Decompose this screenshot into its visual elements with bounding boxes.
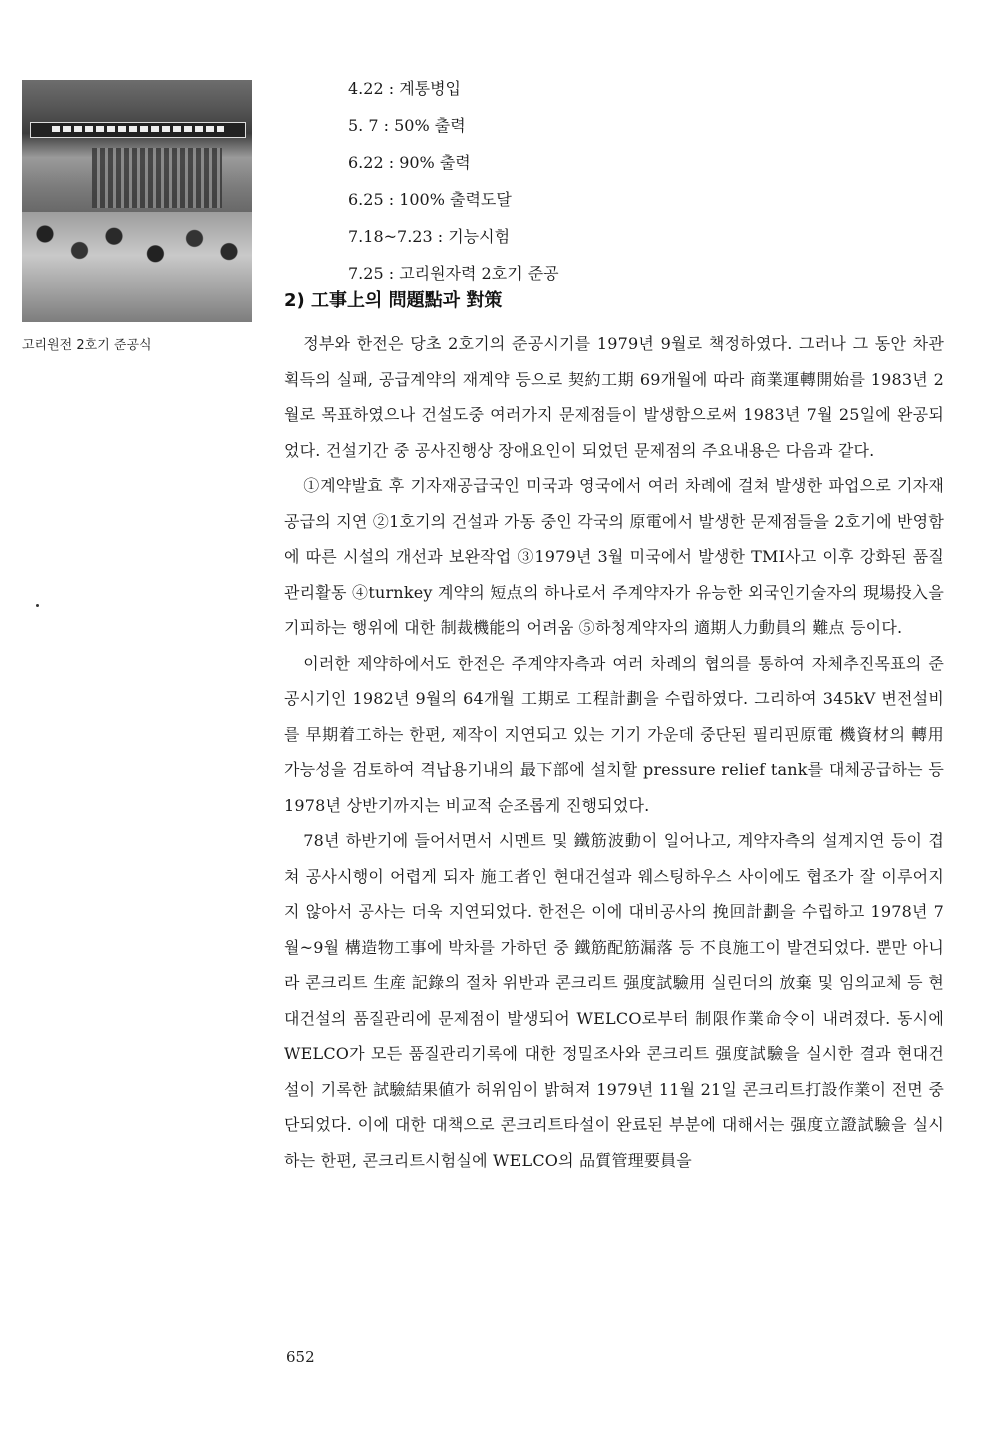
section-heading: 2) 工事上의 問題點과 對策 [284,290,503,311]
schedule-item: 5. 7 : 50% 출력 [348,116,466,135]
paragraph: 이러한 제약하에서도 한전은 주계약자측과 여러 차례의 협의를 통하여 자체추진목표의 준공시기인 1982년 9월의 64개월 工期로 工程計劃을 수립하였다. 그리하여 345kV 변전설비를 早期着工하는 한편, 제작이 지연되고 있는 기기 가운데 중단된 필리핀原電 機資材의 轉用 가능성을 검토하여 격납용기내의 最下部에 설치할 pressure relief tank를 대체공급하는 등 1978년 상반기까지는 비교적 순조롭게 진행되었다. [284,653,944,815]
paragraph: 정부와 한전은 당초 2호기의 준공시기를 1979년 9월로 책정하였다. 그러나 그 동안 차관획득의 실패, 공급계약의 재계약 등으로 契約工期 69개월에 따라 商業運轉開始를 1983년 2월로 목표하였으나 건설도중 여러가지 문제점들이 발생함으로써 1983년 7월 25일에 완공되었다. 건설기간 중 공사진행상 장애요인이 되었던 문제점의 주요내용은 다음과 같다. [284,334,944,460]
photo-caption: 고리원전 2호기 준공식 [22,338,152,353]
schedule-item: 4.22 : 계통병입 [348,79,462,98]
audience [22,212,252,322]
ceremony-photo [22,80,252,322]
scan-speck [36,604,39,607]
schedule-item: 6.25 : 100% 출력도달 [348,190,512,209]
schedule-item: 7.18~7.23 : 기능시험 [348,227,511,246]
paragraph: 78년 하반기에 들어서면서 시멘트 및 鐵筋波動이 일어나고, 계약자측의 설계지연 등이 겹쳐 공사시행이 어렵게 되자 施工者인 현대건설과 웨스팅하우스 사이에도 협조가 잘 이루어지지 않아서 공사는 더욱 지연되었다. 한전은 이에 대비공사의 挽回計劃을 수립하고 1978년 7월~9월 構造物工事에 박차를 가하던 중 鐵筋配筋漏落 등 不良施工이 발견되었다. 뿐만 아니라 콘크리트 生産 記錄의 절차 위반과 콘크리트 强度試驗用 실린더의 放棄 및 임의교체 등 현대건설의 품질관리에 문제점이 발생되어 WELCO로부터 制限作業命令이 내려졌다. 동시에 WELCO가 모든 품질관리기록에 대한 정밀조사와 콘크리트 强度試驗을 실시한 결과 현대건설이 기록한 試驗結果値가 허위임이 밝혀져 1979년 11월 21일 콘크리트打設作業이 전면 중단되었다. 이에 대한 대책으로 콘크리트타설이 완료된 부분에 대해서는 强度立證試驗을 실시하는 한편, 콘크리트시험실에 WELCO의 品質管理要員을 [284,831,944,1170]
schedule-item: 7.25 : 고리원자력 2호기 준공 [348,264,559,283]
ceremony-banner [30,122,246,138]
body-text [284,326,944,1178]
paragraph: ①계약발효 후 기자재공급국인 미국과 영국에서 여러 차례에 걸쳐 발생한 파업으로 기자재공급의 지연 ②1호기의 건설과 가동 중인 각국의 原電에서 발생한 문제점들을 2호기에 반영함에 따른 시설의 개선과 보완작업 ③1979년 3월 미국에서 발생한 TMI사고 이후 강화된 품질관리활동 ④turnkey 계약의 短点의 하나로서 주계약자가 유능한 외국인기술자의 現場投入을 기피하는 행위에 대한 制裁機能의 어려움 ⑤하청계약자의 適期人力動員의 難点 등이다. [284,476,944,637]
assembled-rows [92,148,222,208]
schedule-item: 6.22 : 90% 출력 [348,153,471,172]
schedule-list [348,74,559,296]
page-number: 652 [286,1348,315,1366]
